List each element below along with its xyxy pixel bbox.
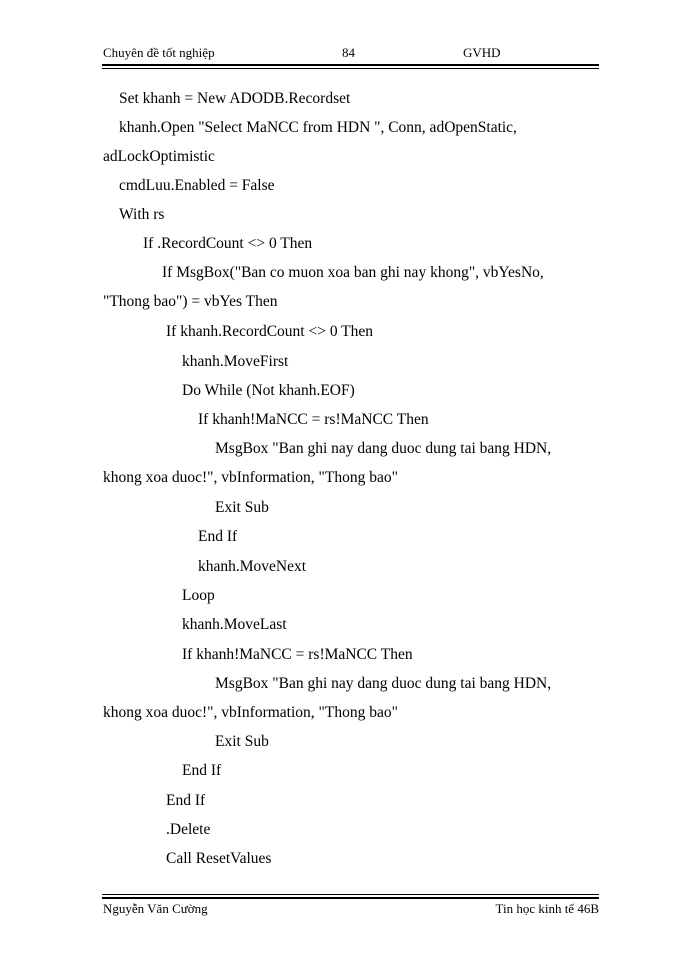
code-line: If MsgBox("Ban co muon xoa ban ghi nay khong", vbYesNo,	[162, 264, 544, 281]
code-line: khanh.MoveFirst	[182, 353, 289, 370]
header-title: Chuyên đề tốt nghiệp	[103, 45, 215, 60]
code-line: End If	[166, 792, 206, 809]
code-line: khong xoa duoc!", vbInformation, "Thong bao"	[103, 469, 398, 486]
code-line: khanh.Open "Select MaNCC from HDN ", Conn, adOpenStatic,	[119, 119, 517, 136]
code-line: If khanh!MaNCC = rs!MaNCC Then	[182, 646, 413, 663]
code-line: .Delete	[166, 821, 211, 838]
code-line: Do While (Not khanh.EOF)	[182, 382, 355, 399]
code-line: "Thong bao") = vbYes Then	[103, 293, 278, 310]
header-rule-thick	[102, 64, 599, 66]
header-rule-thin	[102, 68, 599, 69]
code-line: If khanh.RecordCount <> 0 Then	[166, 323, 374, 340]
code-line: If .RecordCount <> 0 Then	[143, 235, 313, 252]
code-line: Call ResetValues	[166, 850, 272, 867]
code-line: MsgBox "Ban ghi nay dang duoc dung tai bang HDN,	[215, 440, 552, 457]
code-line: adLockOptimistic	[103, 148, 215, 165]
code-line: khanh.MoveNext	[198, 558, 307, 575]
header-supervisor: GVHD	[463, 45, 501, 60]
code-line: khong xoa duoc!", vbInformation, "Thong bao"	[103, 704, 398, 721]
footer-class: Tin học kinh tế 46B	[495, 901, 599, 916]
code-line: khanh.MoveLast	[182, 616, 287, 633]
footer-rule-thick	[102, 897, 599, 899]
footer-author: Nguyễn Văn Cường	[103, 901, 208, 916]
code-line: End If	[182, 762, 222, 779]
code-line: With rs	[119, 206, 165, 223]
code-line: Set khanh = New ADODB.Recordset	[119, 90, 351, 107]
footer-rule-thin	[102, 894, 599, 895]
code-line: Exit Sub	[215, 499, 269, 516]
code-line: End If	[198, 528, 238, 545]
code-line: MsgBox "Ban ghi nay dang duoc dung tai bang HDN,	[215, 675, 552, 692]
code-line: If khanh!MaNCC = rs!MaNCC Then	[198, 411, 429, 428]
code-line: cmdLuu.Enabled = False	[119, 177, 275, 194]
code-line: Exit Sub	[215, 733, 269, 750]
code-line: Loop	[182, 587, 215, 604]
page-number: 84	[342, 45, 355, 60]
